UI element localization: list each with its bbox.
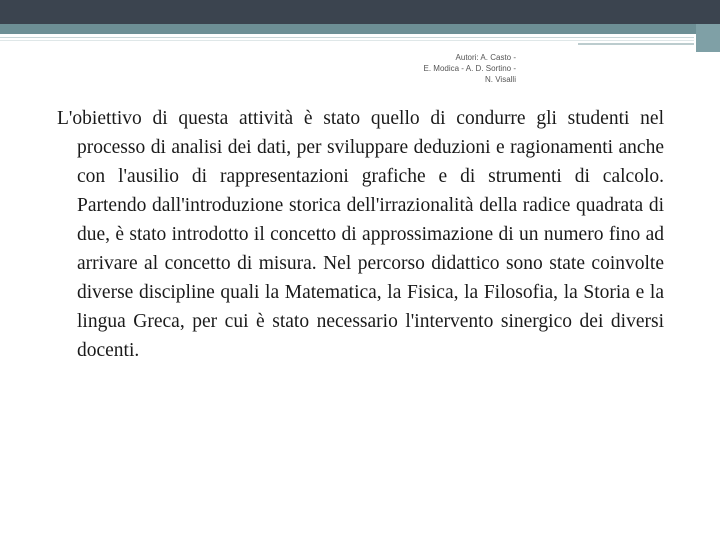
authors-footer-text bbox=[420, 52, 516, 85]
header-tab-mark bbox=[578, 43, 694, 45]
main-paragraph: L'obiettivo di questa attività è stato quello di condurre gli studenti nel processo di analisi dei dati, per sviluppare deduzioni e ragionamenti anche con l'ausilio di rappresentazioni grafiche e di strumenti di calcolo. Partendo dall'introduzione storica dell'irrazionalità della radice quadrata di due, è stato introdotto il concetto di approssimazione di un numero fino ad arrivare al concetto di misura. Nel percorso didattico sono state coinvolte diverse discipline quali la Matematica, la Fisica, la Filosofia, la Storia e la lingua Greca, per cui è stato necessario l'intervento sinergico dei diversi docenti. bbox=[57, 108, 664, 361]
authors-line-3: N. Visalli bbox=[485, 75, 516, 84]
slide-top-band bbox=[0, 0, 720, 24]
slide-corner-block bbox=[696, 0, 720, 52]
header-divider-line-secondary bbox=[0, 40, 694, 41]
authors-line-2: E. Modica - A. D. Sortino - bbox=[423, 64, 516, 73]
slide-accent-band bbox=[0, 24, 720, 34]
header-divider-line bbox=[0, 37, 694, 38]
authors-line-1: Autori: A. Casto - bbox=[455, 53, 516, 62]
